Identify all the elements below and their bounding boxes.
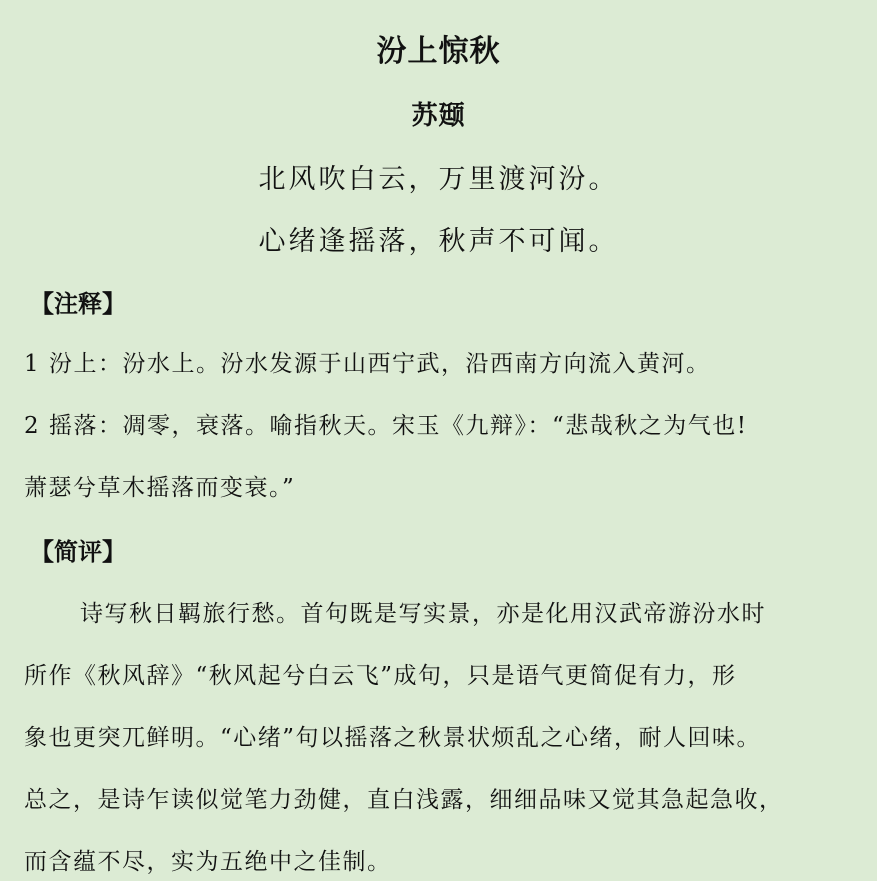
note-item: 1 汾上：汾水上。汾水发源于山西宁武，沿西南方向流入黄河。 [24,351,711,377]
poem-line: 北风吹白云，万里渡河汾。 [258,164,619,195]
review-line: 总之，是诗乍读似觉笔力劲健，直白浅露，细细品味又觉其急起急收， [24,787,784,813]
poem-title: 汾上惊秋 [376,34,501,69]
review-line: 诗写秋日羁旅行愁。首句既是写实景，亦是化用汉武帝游汾水时 [80,601,766,627]
review-line: 所作《秋风辞》“秋风起兮白云飞”成句，只是语气更简促有力，形 [24,663,737,689]
note-item: 2 摇落：凋零，衰落。喻指秋天。宋玉《九辩》：“悲哉秋之为气也! [24,413,748,439]
review-line: 而含蕴不尽，实为五绝中之佳制。 [24,849,392,875]
poem-line: 心绪逢摇落，秋声不可闻。 [258,226,619,257]
review-heading: 【简评】 [30,537,126,566]
note-item-continuation: 萧瑟兮草木摇落而变衰。” [24,475,296,501]
notes-heading: 【注释】 [30,289,126,318]
poem-author: 苏颋 [411,101,466,131]
review-line: 象也更突兀鲜明。“心绪”句以摇落之秋景状烦乱之心绪，耐人回味。 [24,725,762,751]
